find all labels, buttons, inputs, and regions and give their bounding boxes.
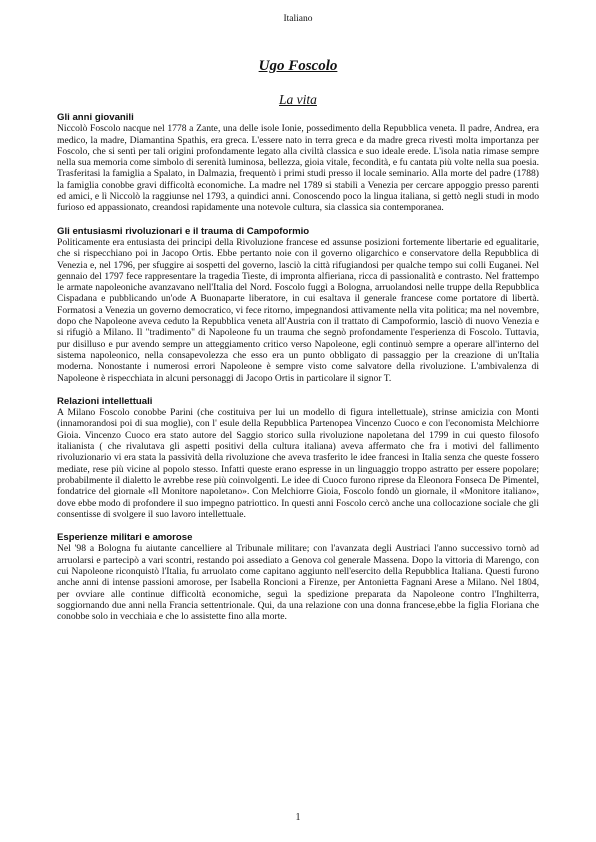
section-heading: Gli entusiasmi rivoluzionari e il trauma di Campoformio <box>57 225 310 237</box>
section-paragraph: Nel '98 a Bologna fu aiutante cancelliere al Tribunale militare; con l'avanzata degli Austriaci l'anno successivo tornò ad arruolarsi e partecipò a vari scontri, restando poi assediato a Genova col generale Massena. Dopo la vittoria di Marengo, con cui Napoleone riconquistò l'Italia, fu arruolato come capitano aggiunto nell'esercito della Repubblica Italiana. Questi furono anche anni di intense passioni amorose, per Isabella Roncioni a Firenze, per Antonietta Fagnani Arese a Milano. Nel 1804, per ovviare alle continue difficoltà economiche, seguì la spedizione preparata da Napoleone contro l'Inghilterra, soggiornando due anni nella Francia settentrionale. Qui, da una relazione con una donna francese,ebbe la figlia Floriana che conobbe solo in vecchiaia e che lo assistette fino alla morte. <box>57 543 539 623</box>
document-body <box>57 112 539 634</box>
section-paragraph: Politicamente era entusiasta dei principi della Rivoluzione francese ed assunse posizioni fortemente libertarie ed egualitarie, che si rispecchiano poi in Jacopo Ortis. Ebbe pertanto noie con il governo oligarchico e conservatore della Repubblica di Venezia e, nel 1796, per sfuggire ai sospetti del governo, lasciò la città rifugiandosi per qualche tempo sui colli Euganei. Nel gennaio del 1797 fece rappresentare la tragedia Tieste, di impronta alfieriana, ricca di passionalità e contrasto. Nel frattempo le armate napoleoniche avanzavano nell'Italia del Nord. Foscolo fuggì a Bologna, arruolandosi nelle truppe della Repubblica Cispadana e pubblicando un'ode A Buonaparte liberatore, in cui esaltava il generale francese come portatore di libertà. Formatosi a Venezia un governo democratico, vi fece ritorno, impegnandosi attivamente nella vita politica; ma nel novembre, dopo che Napoleone aveva ceduto la Repubblica veneta all'Austria con il trattato di Campoformio, lasciò di nuovo Venezia e si rifugiò a Milano. Il "tradimento" di Napoleone fu un trauma che segnò profondamente l'esperienza di Foscolo. Tuttavia, pur disilluso e pur avendo sempre un atteggiamento critico verso Napoleone, egli continuò sempre a operare all'interno del sistema napoleonico, nella consapevolezza che esso era un punto obbligato di passaggio per la creazione di un'Italia moderna. Nonostante i numerosi errori Napoleone è sempre visto come salvatore della rivoluzione. L'ambivalenza di Napoleone è rispecchiata in alcuni personaggi di Jacopo Ortis in particolare il signor T. <box>57 236 539 384</box>
document-subtitle: La vita <box>279 92 317 107</box>
section-relazioni-intellettuali <box>57 396 539 520</box>
page-number: 1 <box>295 812 301 823</box>
section-heading: Gli anni giovanili <box>57 112 134 123</box>
section-paragraph: A Milano Foscolo conobbe Parini (che costituiva per lui un modello di figura intellettuale), strinse amicizia con Monti (innamorandosi poi di sua moglie), con l' esule della Repubblica Partenopea Vincenzo Cuoco e con l'economista Melchiorre Gioia. Vincenzo Cuoco era stato autore del Saggio storico sulla rivoluzione napoletana del 1799 in cui questo filosofo italianista ( che rivalutava gli aspetti positivi della cultura italiana) aveva affermato che fra i motivi del fallimento rivoluzionario vi era stata la passività della rivoluzione che aveva trasferito le idee francesi in Italia senza che queste fossero mediate, rese più vicine al popolo stesso. Infatti queste erano espresse in un linguaggio troppo astratto per essere popolare; probabilmente il dialetto le avrebbe rese più coinvolgenti. Le idee di Cuoco furono riprese da Eleonora Fonseca De Pimentel, fondatrice del giornale «Il Monitore napoletano». Con Melchiorre Gioia, Foscolo fondò un giornale, il «Monitore italiano», dove ebbe modo di profondere il suo impegno patriottico. In questi anni Foscolo cercò anche una collocazione sociale che gli consentisse di svolgere il suo lavoro intellettuale. <box>57 407 539 520</box>
section-heading: Esperienze militari e amorose <box>57 532 193 544</box>
section-esperienze-militari <box>57 532 539 622</box>
section-heading: Relazioni intellettuali <box>57 395 153 407</box>
section-paragraph: Niccolò Foscolo nacque nel 1778 a Zante, una delle isole Ionie, possedimento della Repubblica veneta. Il padre, Andrea, era medico, la madre, Diamantina Spathis, era greca. L'essere nato in terra greca e da madre greca rivestì molta importanza per Foscolo, che si sentì per tali origini profondamente legato alla civiltà classica e suo ideale erede. L'isola natia rimase sempre nella sua memoria come simbolo di serenità luminosa, bellezza, gioia vitale, fecondità, e fu cantata più volte nella sua poesia. Trasferitasi la famiglia a Spalato, in Dalmazia, frequentò i primi studi presso il locale seminario. Alla morte del padre (1788) la famiglia conobbe gravi difficoltà economiche. La madre nel 1789 si stabilì a Venezia per cercare appoggio presso parenti ed amici, e lì Niccolò la raggiunse nel 1793, a quindici anni. Conoscendo poco la lingua italiana, si gettò negli studi in modo furioso ed appassionato, creandosi rapidamente una notevole cultura, sia classica sia contemporanea. <box>57 123 539 214</box>
section-entusiasmi-rivoluzionari <box>57 226 539 384</box>
document-title: Ugo Foscolo <box>258 58 338 74</box>
page-header: Italiano <box>283 14 313 24</box>
section-anni-giovanili <box>57 112 539 214</box>
